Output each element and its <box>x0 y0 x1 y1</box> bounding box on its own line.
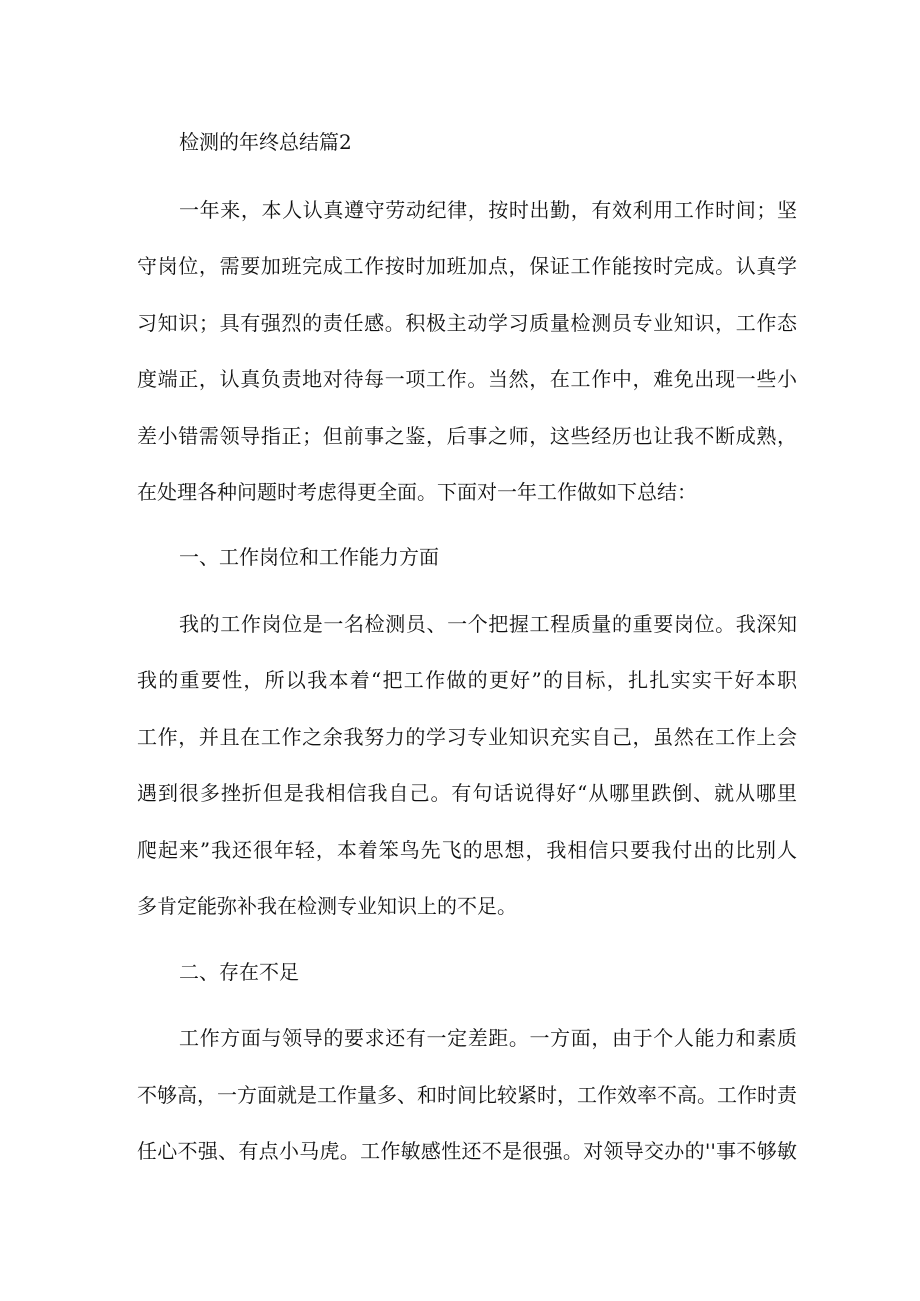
intro-line-2: 守岗位，需要加班完成工作按时加班加点，保证工作能按时完成。认真学 <box>137 254 797 278</box>
document-title: 检测的年终总结篇2 <box>179 130 352 154</box>
intro-line-1: 一年来，本人认真遵守劳动纪律，按时出勤，有效利用工作时间；坚 <box>179 198 797 222</box>
section1-line-6: 多肯定能弥补我在检测专业知识上的不足。 <box>137 894 517 918</box>
intro-line-4: 度端正，认真负责地对待每一项工作。当然，在工作中，难免出现一些小 <box>137 367 797 391</box>
intro-line-6: 在处理各种问题时考虑得更全面。下面对一年工作做如下总结： <box>137 480 697 504</box>
section2-line-2: 不够高，一方面就是工作量多、和时间比较紧时，工作效率不高。工作时责 <box>137 1083 797 1107</box>
section2-line-3: 任心不强、有点小马虎。工作敏感性还不是很强。对领导交办的''事不够敏 <box>137 1139 797 1163</box>
section1-line-2: 我的重要性，所以我本着“把工作做的更好”的目标，扎扎实实干好本职 <box>137 668 797 692</box>
section2-heading: 二、存在不足 <box>179 960 299 984</box>
section1-line-1: 我的工作岗位是一名检测员、一个把握工程质量的重要岗位。我深知 <box>179 612 797 636</box>
section1-line-3: 工作，并且在工作之余我努力的学习专业知识充实自己，虽然在工作上会 <box>137 725 797 749</box>
intro-line-3: 习知识；具有强烈的责任感。积极主动学习质量检测员专业知识，工作态 <box>137 311 797 335</box>
section1-line-5: 爬起来”我还很年轻，本着笨鸟先飞的思想，我相信只要我付出的比别人 <box>137 838 797 862</box>
section1-heading: 一、工作岗位和工作能力方面 <box>179 545 439 569</box>
section1-line-4: 遇到很多挫折但是我相信我自己。有句话说得好“从哪里跌倒、就从哪里 <box>137 781 797 805</box>
intro-line-5: 差小错需领导指正；但前事之鉴，后事之师，这些经历也让我不断成熟， <box>137 424 797 448</box>
section2-line-1: 工作方面与领导的要求还有一定差距。一方面，由于个人能力和素质 <box>179 1026 797 1050</box>
